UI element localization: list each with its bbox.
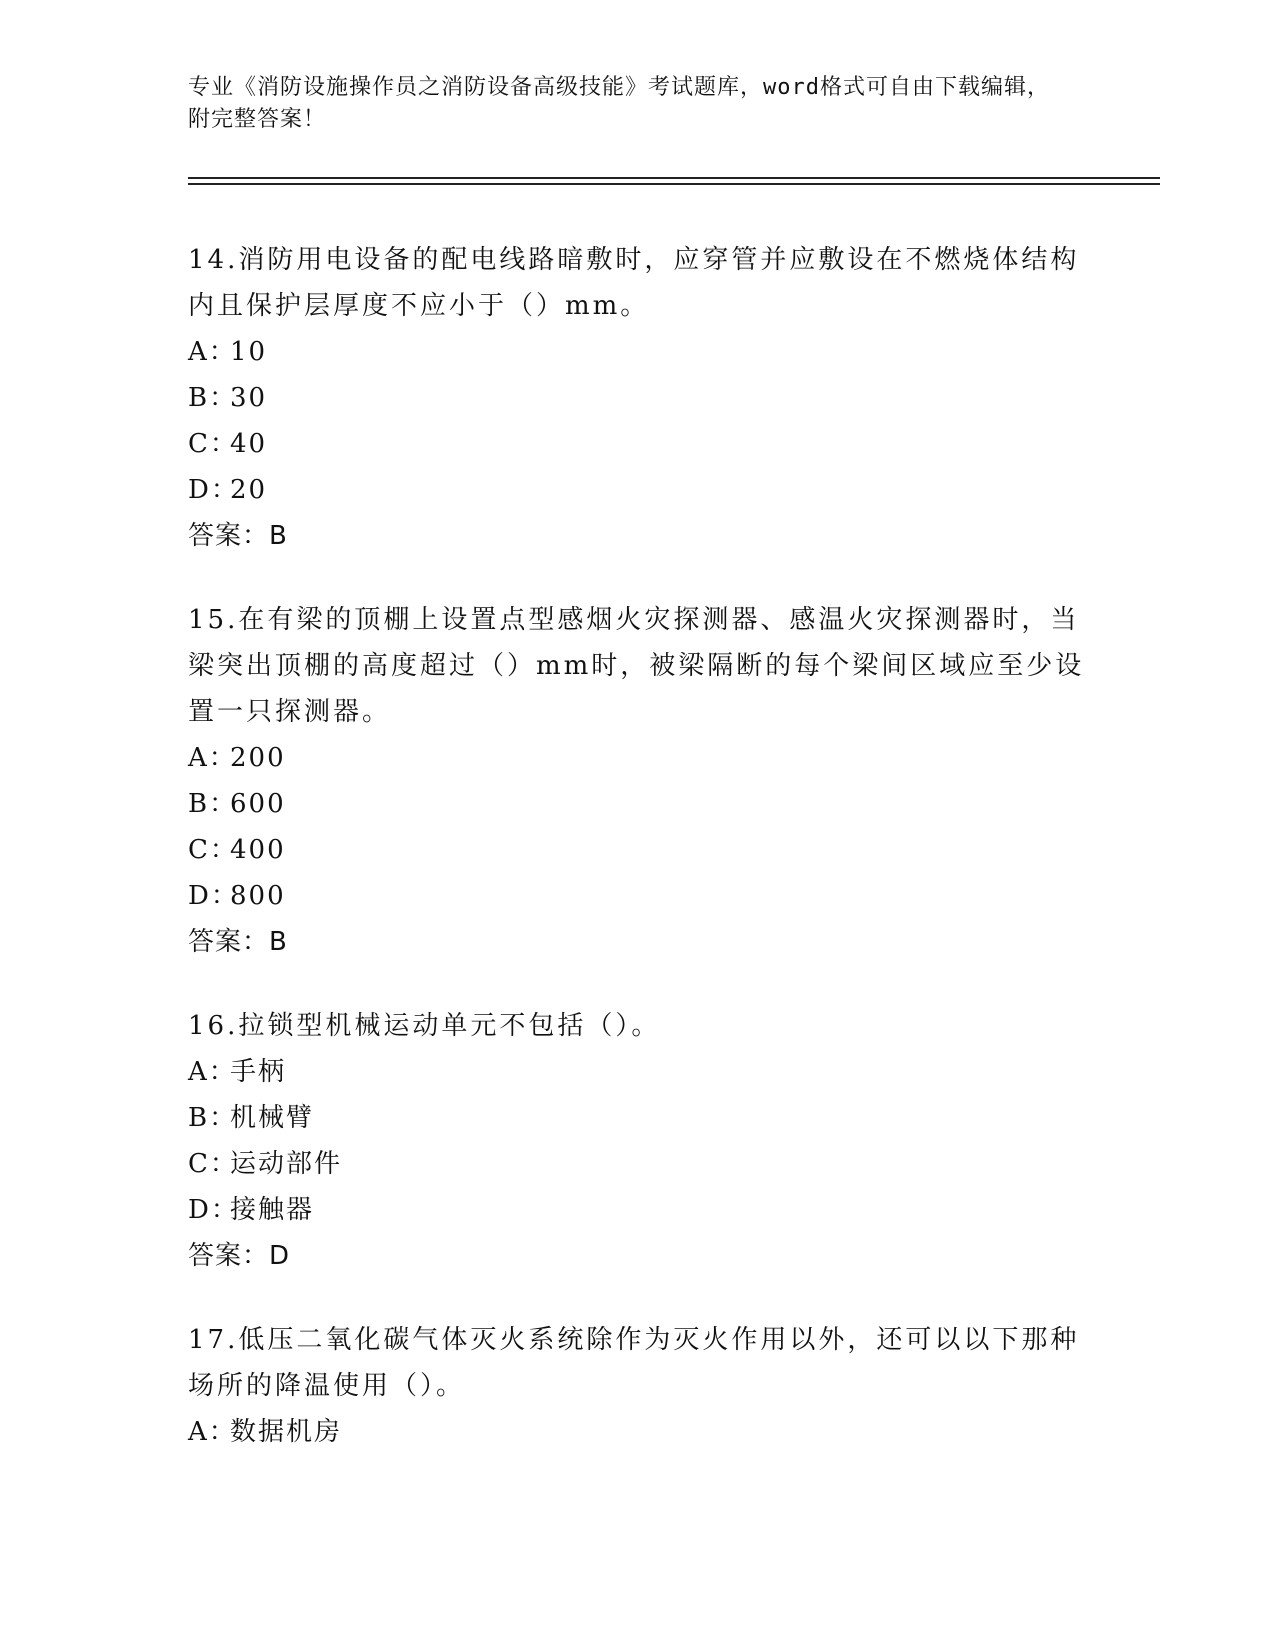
option-text: 10 — [230, 337, 268, 367]
answer: 答案：D — [188, 1241, 291, 1271]
option-b — [188, 781, 1088, 827]
question-stem: 15.在有梁的顶棚上设置点型感烟火灾探测器、感温火灾探测器时，当梁突出顶棚的高度超过（）mm时，被梁隔断的每个梁间区域应至少设置一只探测器。 — [188, 605, 1085, 727]
option-text: 机械臂 — [230, 1103, 315, 1133]
option-d — [188, 467, 1088, 513]
question-14 — [188, 237, 1088, 559]
option-c — [188, 421, 1088, 467]
answer: 答案：B — [188, 927, 288, 957]
option-c — [188, 827, 1088, 873]
option-label: C： — [188, 429, 238, 459]
question-list — [188, 237, 1088, 1493]
option-label: A： — [188, 1057, 237, 1087]
option-text: 400 — [230, 835, 286, 865]
option-text: 20 — [230, 475, 268, 505]
option-label: C： — [188, 1149, 238, 1179]
header-divider-bottom — [188, 183, 1160, 185]
option-label: B： — [188, 383, 238, 413]
question-stem: 17.低压二氧化碳气体灭火系统除作为灭火作用以外，还可以以下那种场所的降温使用（）。 — [188, 1325, 1080, 1401]
option-label: D： — [188, 1195, 239, 1225]
question-stem: 14.消防用电设备的配电线路暗敷时，应穿管并应敷设在不燃烧体结构内且保护层厚度不应小于（）mm。 — [188, 245, 1080, 321]
option-text: 200 — [230, 743, 286, 773]
question-16 — [188, 1003, 1088, 1279]
option-label: B： — [188, 789, 238, 819]
option-a — [188, 1049, 1088, 1095]
option-text: 40 — [230, 429, 268, 459]
option-a — [188, 735, 1088, 781]
option-a — [188, 1409, 1088, 1455]
option-text: 运动部件 — [230, 1149, 343, 1179]
question-stem: 16.拉锁型机械运动单元不包括（）。 — [188, 1011, 661, 1041]
answer: 答案：B — [188, 521, 288, 551]
option-text: 数据机房 — [230, 1417, 343, 1447]
question-15 — [188, 597, 1088, 965]
option-label: C： — [188, 835, 238, 865]
option-a — [188, 329, 1088, 375]
option-label: B： — [188, 1103, 238, 1133]
option-text: 600 — [230, 789, 286, 819]
header-divider-top — [188, 177, 1160, 179]
option-text: 手柄 — [230, 1057, 287, 1087]
option-b — [188, 375, 1088, 421]
option-b — [188, 1095, 1088, 1141]
option-text: 800 — [230, 881, 286, 911]
option-label: D： — [188, 475, 239, 505]
option-d — [188, 873, 1088, 919]
option-label: A： — [188, 743, 237, 773]
option-text: 30 — [230, 383, 268, 413]
question-17 — [188, 1317, 1088, 1455]
document-header: 专业《消防设施操作员之消防设备高级技能》考试题库，word格式可自由下载编辑，附完整答案！ — [188, 75, 1050, 132]
option-d — [188, 1187, 1088, 1233]
option-label: A： — [188, 1417, 237, 1447]
option-c — [188, 1141, 1088, 1187]
option-label: A： — [188, 337, 237, 367]
option-text: 接触器 — [230, 1195, 315, 1225]
option-label: D： — [188, 881, 239, 911]
